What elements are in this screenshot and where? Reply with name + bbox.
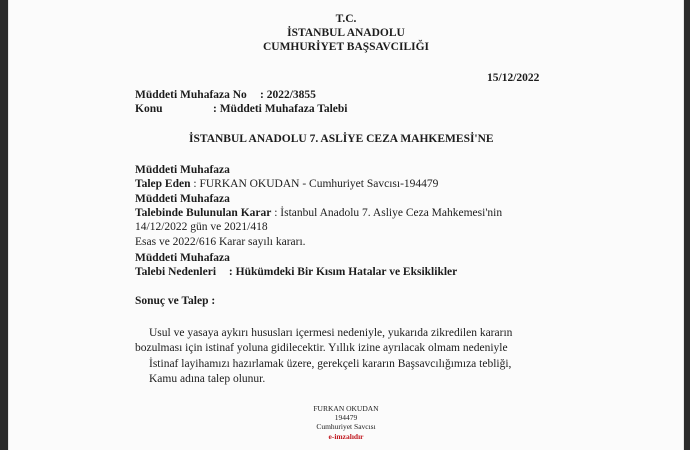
conclusion-line: Usul ve yasaya aykırı hususları içermesi nedeniyle, yukarıda zikredilen kararın [149, 327, 513, 339]
requester-value: : FURKAN OKUDAN - Cumhuriyet Savcısı-194479 [193, 178, 439, 190]
requester-row [135, 177, 438, 191]
decision-label: Talebinde Bulunulan Karar [135, 207, 272, 219]
conclusion-line: İstinaf layihamızı hazırlamak üzere, gerekçeli kararın Başsavcılığımıza tebliği, [149, 358, 512, 370]
header-city: İSTANBUL ANADOLU [287, 27, 405, 39]
court-addressee: İSTANBUL ANADOLU 7. ASLİYE CEZA MAHKEMESİ'NE [189, 133, 494, 145]
subject-value: : Müddeti Muhafaza Talebi [213, 103, 348, 115]
decision-row [135, 206, 502, 220]
file-number-label: Müddeti Muhafaza No [135, 89, 247, 101]
reasons-row [135, 265, 457, 279]
document-page [8, 0, 684, 450]
section1-heading: Müddeti Muhafaza [135, 164, 230, 176]
conclusion-heading: Sonuç ve Talep : [135, 295, 216, 307]
signature-number: 194479 [334, 413, 358, 422]
section2-heading: Müddeti Muhafaza [135, 193, 230, 205]
section3-heading: Müddeti Muhafaza [135, 252, 230, 264]
reasons-value: : Hükümdeki Bir Kısım Hatalar ve Eksiklikler [228, 266, 458, 278]
decision-value: : İstanbul Anadolu 7. Asliye Ceza Mahkemesi'nin [274, 207, 503, 219]
decision-line2: 14/12/2022 gün ve 2021/418 [135, 221, 268, 233]
document-date: 15/12/2022 [487, 72, 540, 84]
requester-label: Talep Eden [135, 178, 191, 190]
signature-title: Cumhuriyet Savcısı [316, 422, 376, 431]
signature-name: FURKAN OKUDAN [313, 404, 379, 413]
header-tc: T.C. [335, 13, 357, 25]
reasons-label: Talebi Nedenleri [135, 266, 217, 278]
header-office: CUMHURİYET BAŞSAVCILIĞI [262, 41, 430, 53]
file-number-value: : 2022/3855 [260, 89, 316, 101]
esign-label: e-imzalıdır [328, 432, 364, 441]
conclusion-line: bozulması için istinaf yoluna gidilecektir. Yıllık izine ayrılacak olmam nedeniyle [135, 342, 508, 354]
decision-line3: Esas ve 2022/616 Karar sayılı kararı. [135, 236, 306, 248]
conclusion-line: Kamu adına talep olunur. [149, 373, 266, 385]
subject-label: Konu [135, 103, 163, 115]
